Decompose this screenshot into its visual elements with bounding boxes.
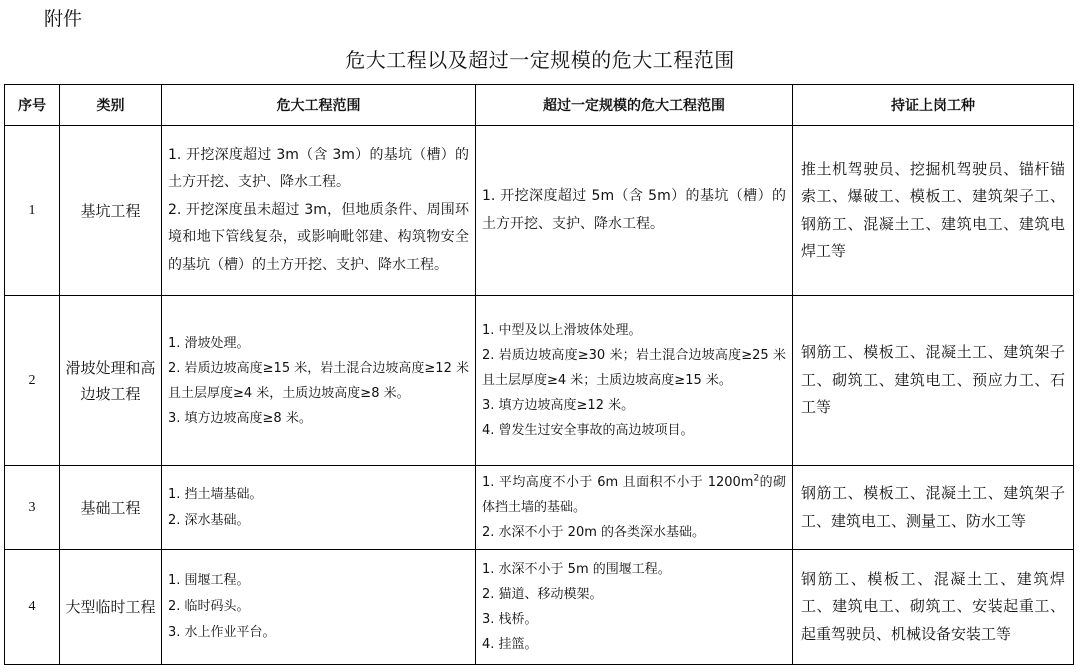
row-workers: 推土机驾驶员、挖掘机驾驶员、锚杆锚索工、爆破工、模板工、建筑架子工、钢筋工、混凝土工、建筑电工、建筑电焊工等: [793, 126, 1074, 296]
table-row: [5, 466, 1074, 550]
scope-item: 3. 填方边坡高度≥8 米。: [168, 410, 312, 426]
over-scope-item: 3. 栈桥。: [482, 612, 538, 627]
row-category: 滑坡处理和高边坡工程: [60, 296, 162, 466]
table-row: [5, 126, 1074, 296]
over-scope-item: 1. 开挖深度超过 5m（含 5m）的基坑（槽）的土方开挖、支护、降水工程。: [482, 188, 786, 232]
scope-item: 2. 临时码头。: [168, 599, 250, 614]
row-over-scope: [476, 466, 793, 550]
over-scope-item: 3. 填方边坡高度≥12 米。: [482, 398, 635, 413]
over-scope-text: 的砌体挡土墙的基础。: [482, 475, 786, 515]
row-category: 基坑工程: [60, 126, 162, 296]
scope-item: 1. 开挖深度超过 3m（含 3m）的基坑（槽）的土方开挖、支护、降水工程。: [168, 146, 469, 191]
over-scope-item: 2. 猫道、移动模架。: [482, 587, 603, 602]
over-scope-item: 4. 挂篮。: [482, 637, 538, 652]
row-category: 基础工程: [60, 466, 162, 550]
row-number: 1: [5, 126, 60, 296]
table-row: [5, 550, 1074, 665]
table-row: [5, 296, 1074, 466]
header-no: 序号: [5, 85, 60, 126]
over-scope-item: 2. 水深不小于 20m 的各类深水基础。: [482, 525, 706, 540]
document-title: 危大工程以及超过一定规模的危大工程范围: [345, 48, 735, 72]
over-scope-item: 1. 水深不小于 5m 的围堰工程。: [482, 562, 671, 577]
header-over-scope: 超过一定规模的危大工程范围: [476, 85, 793, 126]
row-number: 4: [5, 550, 60, 665]
attachment-label: 附件: [44, 8, 83, 30]
row-number: 3: [5, 466, 60, 550]
over-scope-item: 4. 曾发生过安全事故的高边坡项目。: [482, 423, 694, 438]
row-scope: [162, 550, 476, 665]
scope-item: 1. 挡土墙基础。: [168, 486, 263, 502]
row-scope: [162, 466, 476, 550]
header-scope: 危大工程范围: [162, 85, 476, 126]
row-over-scope: [476, 126, 793, 296]
row-scope: [162, 296, 476, 466]
over-scope-item: 2. 岩质边坡高度≥30 米；岩土混合边坡高度≥25 米且土层厚度≥4 米；土质边坡高度≥15 米。: [482, 348, 786, 388]
row-number: 2: [5, 296, 60, 466]
superscript-two: 2: [753, 473, 760, 484]
scope-item: 1. 围堰工程。: [168, 573, 250, 588]
table-header-row: [5, 85, 1074, 126]
scope-item: 1. 滑坡处理。: [168, 335, 250, 351]
header-workers: 持证上岗工种: [793, 85, 1074, 126]
scope-item: 2. 深水基础。: [168, 512, 250, 528]
row-over-scope: [476, 296, 793, 466]
scope-item: 3. 水上作业平台。: [168, 625, 276, 640]
over-scope-text: 1. 平均高度不小于 6m 且面积不小于 1200m: [482, 475, 754, 490]
row-over-scope: [476, 550, 793, 665]
over-scope-item: 1. 中型及以上滑坡体处理。: [482, 323, 642, 338]
row-workers: 钢筋工、模板工、混凝土工、建筑架子工、砌筑工、建筑电工、预应力工、石工等: [793, 296, 1074, 466]
row-workers: 钢筋工、模板工、混凝土工、建筑焊工、建筑电工、砌筑工、安装起重工、起重驾驶员、机械设备安装工等: [793, 550, 1074, 665]
hazard-scope-table: [4, 84, 1074, 665]
scope-item: 2. 开挖深度虽未超过 3m，但地质条件、周围环境和地下管线复杂，或影响毗邻建、构筑物安全的基坑（槽）的土方开挖、支护、降水工程。: [168, 201, 469, 273]
header-category: 类别: [60, 85, 162, 126]
row-category: 大型临时工程: [60, 550, 162, 665]
row-scope: [162, 126, 476, 296]
row-workers: 钢筋工、模板工、混凝土工、建筑架子工、建筑电工、测量工、防水工等: [793, 466, 1074, 550]
over-scope-item: [482, 470, 786, 520]
scope-item: 2. 岩质边坡高度≥15 米，岩土混合边坡高度≥12 米且土层厚度≥4 米，土质边坡高度≥8 米。: [168, 360, 469, 401]
